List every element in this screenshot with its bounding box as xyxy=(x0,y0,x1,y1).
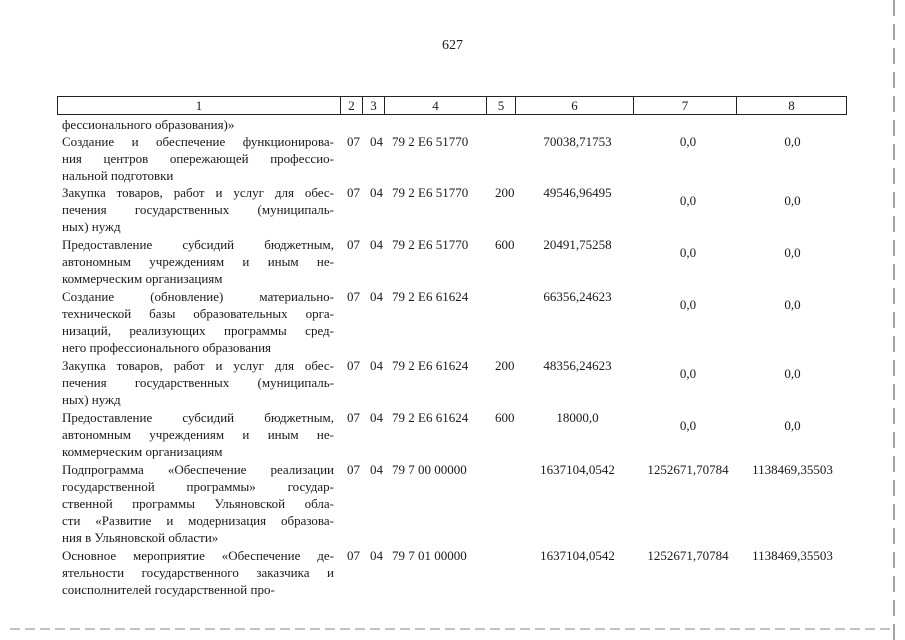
row-name-line: ния центров опережающей профессио- xyxy=(62,151,334,166)
column-header-3: 3 xyxy=(363,97,385,115)
cell-col-3: 04 xyxy=(370,462,383,477)
row-name xyxy=(62,133,334,184)
cell-col-2: 07 xyxy=(347,134,360,149)
cell-col-7: 1252671,70784 xyxy=(647,462,729,477)
cell-col-4: 79 2 Е6 51770 xyxy=(392,237,469,252)
row-name-line: Закупка товаров, работ и услуг для обес- xyxy=(62,358,334,373)
cell-col-7: 0,0 xyxy=(679,193,697,208)
row-name xyxy=(62,184,334,235)
row-name xyxy=(62,357,334,408)
row-name-line: ния в Ульяновской области» xyxy=(62,530,219,545)
cell-col-4: 79 7 01 00000 xyxy=(392,548,467,563)
cell-col-2: 07 xyxy=(347,548,360,563)
row-name-line: печения государственных (муниципаль- xyxy=(62,202,334,217)
cell-col-3: 04 xyxy=(370,237,383,252)
cell-col-6: 49546,96495 xyxy=(543,185,612,200)
cell-col-2: 07 xyxy=(347,237,360,252)
row-name-line: Создание (обновление) материально- xyxy=(62,289,334,304)
row-name-line: Основное мероприятие «Обеспечение де- xyxy=(62,548,334,563)
column-header-7: 7 xyxy=(634,97,737,115)
cell-col-7: 0,0 xyxy=(679,297,697,312)
cell-col-5: 600 xyxy=(495,410,515,425)
cell-col-6: 70038,71753 xyxy=(543,134,612,149)
row-name-line: соисполнителей государственной про- xyxy=(62,582,275,597)
cell-col-2: 07 xyxy=(347,462,360,477)
cell-col-5: 600 xyxy=(495,237,515,252)
column-header-row xyxy=(57,96,847,115)
row-name-line: Предоставление субсидий бюджетным, xyxy=(62,237,334,252)
row-name-line: государственной программы» государ- xyxy=(62,479,334,494)
cell-col-8: 0,0 xyxy=(784,193,801,208)
cell-col-4: 79 2 Е6 61624 xyxy=(392,410,469,425)
cell-col-2: 07 xyxy=(347,289,360,304)
row-name-line: автономным учреждениям и иным не- xyxy=(62,254,334,269)
row-name-line: фессионального образования)» xyxy=(62,117,235,132)
row-name-line: нальной подготовки xyxy=(62,168,174,183)
row-name-line: ятельности государственного заказчика и xyxy=(62,565,334,580)
column-header-2: 2 xyxy=(341,97,363,115)
cell-col-8: 0,0 xyxy=(784,245,801,260)
row-name-line: коммерческим организациям xyxy=(62,444,223,459)
cell-col-6: 48356,24623 xyxy=(543,358,612,373)
cell-col-8: 0,0 xyxy=(784,297,801,312)
cell-col-6: 1637104,0542 xyxy=(540,548,615,563)
cell-col-2: 07 xyxy=(347,410,360,425)
row-name-line: ных) нужд xyxy=(62,392,121,407)
cell-col-6: 20491,75258 xyxy=(543,237,612,252)
cell-col-7: 0,0 xyxy=(679,366,697,381)
cell-col-8: 0,0 xyxy=(784,366,801,381)
row-name-line: автономным учреждениям и иным не- xyxy=(62,427,334,442)
row-name-line: него профессионального образования xyxy=(62,340,272,355)
cell-col-3: 04 xyxy=(370,289,383,304)
cell-col-3: 04 xyxy=(370,410,383,425)
cell-col-5: 200 xyxy=(495,185,515,200)
cell-col-4: 79 2 Е6 51770 xyxy=(392,134,469,149)
cell-col-2: 07 xyxy=(347,358,360,373)
row-name xyxy=(62,461,334,546)
row-name-line: Подпрограмма «Обеспечение реализации xyxy=(62,462,334,477)
cell-col-7: 0,0 xyxy=(679,245,697,260)
row-name xyxy=(62,236,334,287)
column-header-8: 8 xyxy=(737,97,847,115)
row-name-line: Предоставление субсидий бюджетным, xyxy=(62,410,334,425)
row-name xyxy=(62,547,334,598)
cell-col-4: 79 7 00 00000 xyxy=(392,462,467,477)
cell-col-8: 0,0 xyxy=(784,134,801,149)
row-name xyxy=(62,116,334,133)
cell-col-6: 18000,0 xyxy=(556,410,599,425)
row-name-line: Создание и обеспечение функционирова- xyxy=(62,134,334,149)
scan-edge-bottom xyxy=(10,628,890,630)
column-header-6: 6 xyxy=(516,97,634,115)
column-header-4: 4 xyxy=(385,97,487,115)
cell-col-8: 0,0 xyxy=(784,418,801,433)
cell-col-8: 1138469,35503 xyxy=(752,462,833,477)
row-name-line: ных) нужд xyxy=(62,219,121,234)
cell-col-7: 0,0 xyxy=(679,418,697,433)
cell-col-3: 04 xyxy=(370,134,383,149)
cell-col-7: 1252671,70784 xyxy=(647,548,729,563)
cell-col-4: 79 2 Е6 61624 xyxy=(392,289,469,304)
column-header-1: 1 xyxy=(58,97,341,115)
cell-col-2: 07 xyxy=(347,185,360,200)
row-name-line: сти «Развитие и модернизация образова- xyxy=(62,513,334,528)
row-name-line: Закупка товаров, работ и услуг для обес- xyxy=(62,185,334,200)
cell-col-5: 200 xyxy=(495,358,515,373)
page-number: 627 xyxy=(442,38,463,53)
cell-col-6: 66356,24623 xyxy=(543,289,612,304)
row-name-line: низаций, реализующих программы сред- xyxy=(62,323,334,338)
row-name-line: печения государственных (муниципаль- xyxy=(62,375,334,390)
row-name-line: ственной программы Ульяновской обла- xyxy=(62,496,334,511)
row-name xyxy=(62,288,334,356)
row-name-line: технической базы образовательных орга- xyxy=(62,306,334,321)
cell-col-8: 1138469,35503 xyxy=(752,548,833,563)
cell-col-4: 79 2 Е6 61624 xyxy=(392,358,469,373)
cell-col-3: 04 xyxy=(370,548,383,563)
cell-col-3: 04 xyxy=(370,358,383,373)
cell-col-7: 0,0 xyxy=(679,134,697,149)
cell-col-6: 1637104,0542 xyxy=(540,462,615,477)
scan-edge-right xyxy=(893,0,895,640)
row-name-line: коммерческим организациям xyxy=(62,271,223,286)
row-name xyxy=(62,409,334,460)
cell-col-4: 79 2 Е6 51770 xyxy=(392,185,469,200)
cell-col-3: 04 xyxy=(370,185,383,200)
column-header-5: 5 xyxy=(487,97,516,115)
